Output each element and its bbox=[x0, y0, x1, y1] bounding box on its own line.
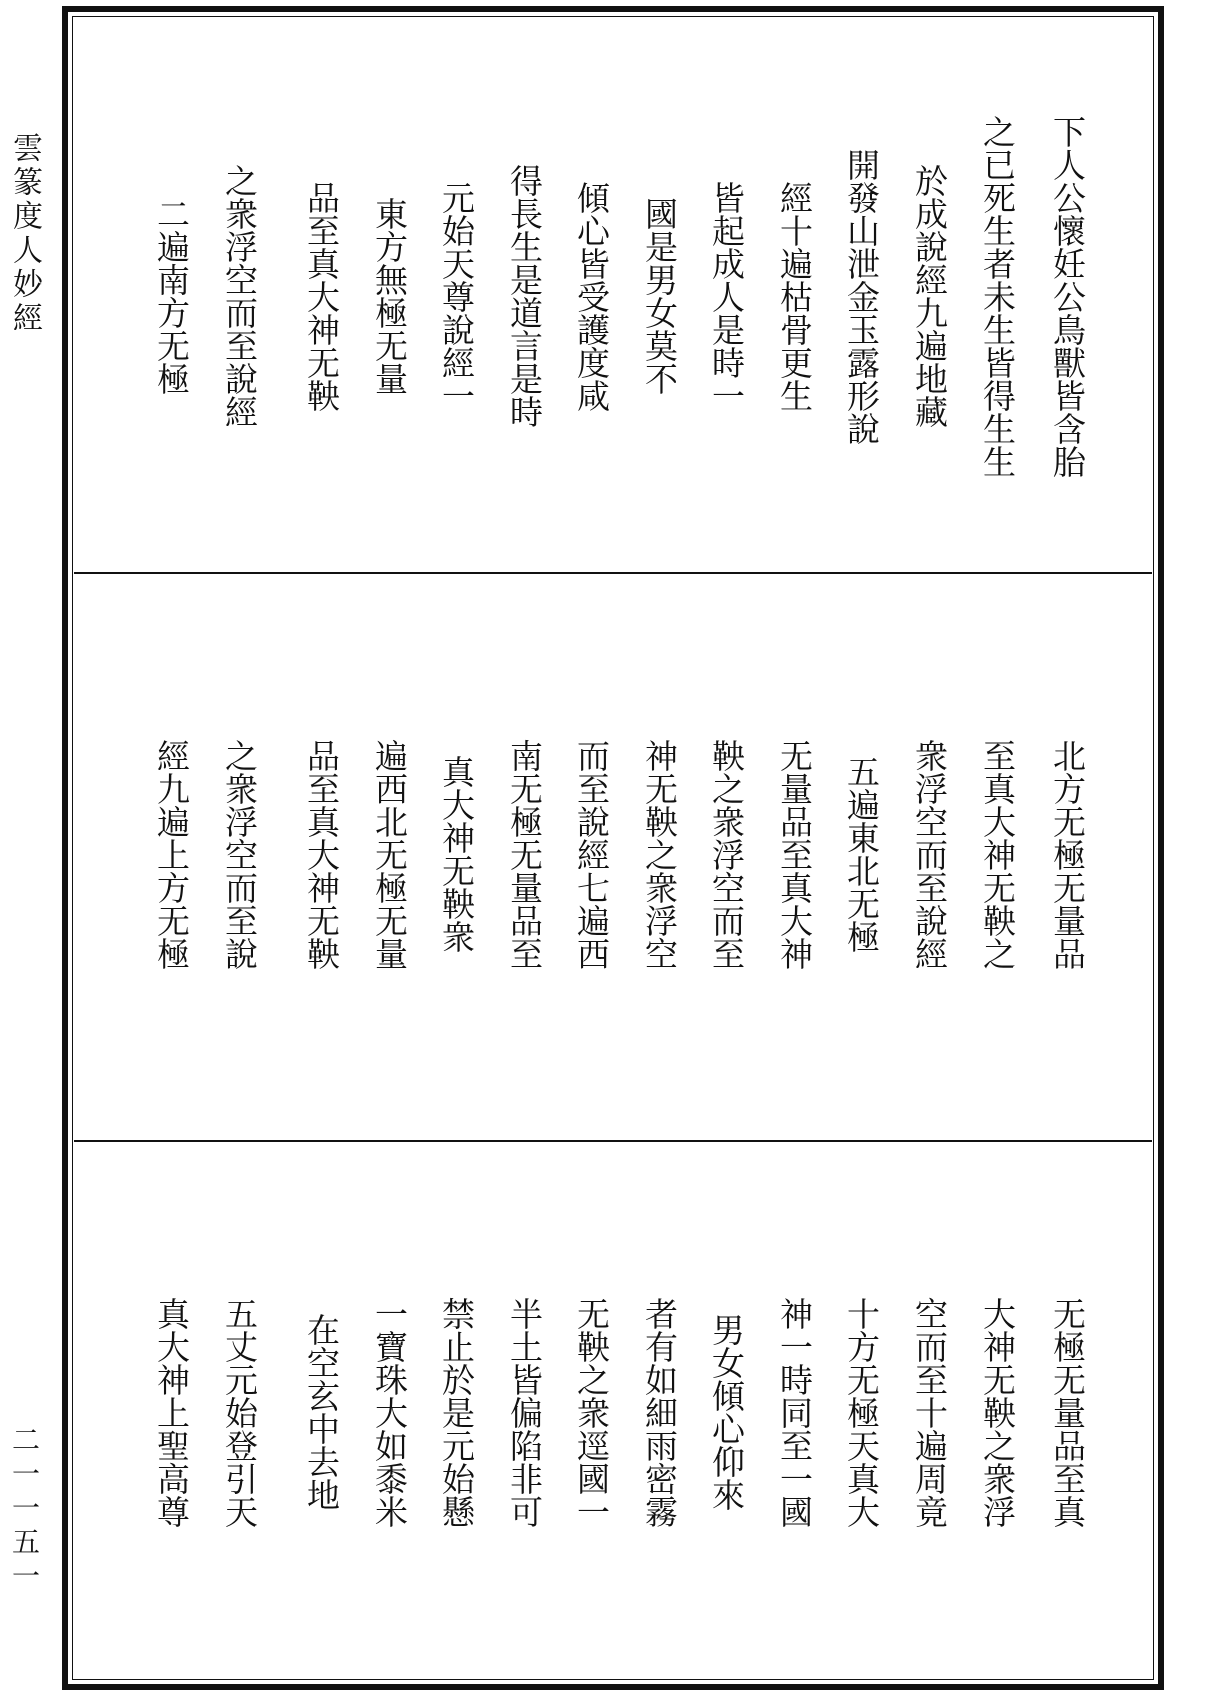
text-column: 皆起成人是時一 bbox=[707, 180, 746, 412]
text-column: 鞅之衆浮空而至 bbox=[707, 738, 746, 970]
margin-title: 雲篆度人妙經 bbox=[7, 132, 42, 336]
text-column: 神无鞅之衆浮空 bbox=[640, 738, 679, 970]
text-column: 元始天尊說經一 bbox=[437, 180, 476, 412]
text-column: 下人公懷妊公鳥獸皆含胎 bbox=[1048, 114, 1087, 478]
text-column: 无量品至真大神 bbox=[775, 738, 814, 970]
text-column: 半土皆偏陷非可 bbox=[505, 1296, 544, 1528]
page-frame bbox=[62, 6, 1164, 1690]
text-column: 男女傾心仰來 bbox=[707, 1313, 746, 1511]
text-column: 大神无鞅之衆浮 bbox=[978, 1296, 1017, 1528]
page-number: 二一一五一 bbox=[8, 1425, 41, 1595]
text-column: 遍西北无極无量 bbox=[370, 738, 409, 970]
text-column: 十方无極天真大 bbox=[842, 1296, 881, 1528]
text-column: 五丈元始登引天 bbox=[220, 1296, 259, 1528]
text-column: 真大神上聖高尊 bbox=[152, 1296, 191, 1528]
text-column: 品至真大神无鞅 bbox=[302, 738, 341, 970]
text-column: 品至真大神无鞅 bbox=[302, 180, 341, 412]
text-panel-lower bbox=[74, 1144, 1152, 1684]
text-column: 者有如細雨密霧 bbox=[640, 1296, 679, 1528]
text-column: 於成說經九遍地藏 bbox=[910, 164, 949, 428]
text-panel-middle bbox=[74, 576, 1152, 1142]
text-column: 无極无量品至真 bbox=[1048, 1296, 1087, 1528]
text-column: 五遍東北无極 bbox=[842, 755, 881, 953]
text-column: 國是男女莫不 bbox=[640, 197, 679, 395]
text-column: 之已死生者未生皆得生生 bbox=[978, 114, 1017, 478]
text-column: 東方無極无量 bbox=[370, 197, 409, 395]
text-column: 至真大神无鞅之 bbox=[978, 738, 1017, 970]
text-column: 之衆浮空而至說經 bbox=[220, 164, 259, 428]
text-column: 經九遍上方无極 bbox=[152, 738, 191, 970]
text-column: 之衆浮空而至說 bbox=[220, 738, 259, 970]
text-column: 得長生是道言是時 bbox=[505, 164, 544, 428]
text-column: 一寶珠大如黍米 bbox=[370, 1296, 409, 1528]
text-column: 開發山泄金玉露形說 bbox=[842, 147, 881, 445]
text-column: 傾心皆受護度咸 bbox=[572, 180, 611, 412]
text-column: 空而至十遍周竟 bbox=[910, 1296, 949, 1528]
text-column: 真大神无鞅衆 bbox=[437, 755, 476, 953]
text-column: 神一時同至一國 bbox=[775, 1296, 814, 1528]
text-column: 北方无極无量品 bbox=[1048, 738, 1087, 970]
text-column: 經十遍枯骨更生 bbox=[775, 180, 814, 412]
text-column: 禁止於是元始懸 bbox=[437, 1296, 476, 1528]
text-column: 在空玄中去地 bbox=[302, 1313, 341, 1511]
text-column: 二遍南方无極 bbox=[152, 197, 191, 395]
text-column: 衆浮空而至說經 bbox=[910, 738, 949, 970]
text-column: 而至說經七遍西 bbox=[572, 738, 611, 970]
text-column: 南无極无量品至 bbox=[505, 738, 544, 970]
text-column: 无鞅之衆逕國一 bbox=[572, 1296, 611, 1528]
text-panel-upper bbox=[74, 18, 1152, 574]
